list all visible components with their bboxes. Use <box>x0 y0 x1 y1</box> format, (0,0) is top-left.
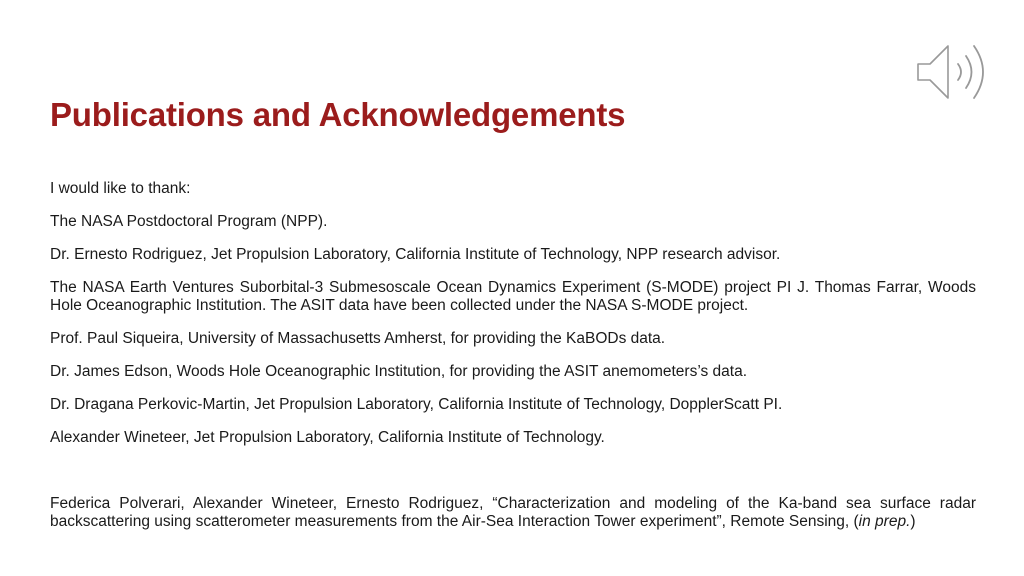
intro-text: I would like to thank: <box>50 180 191 197</box>
speaker-icon[interactable] <box>914 40 996 104</box>
acknowledgement-item: Dr. Dragana Perkovic-Martin, Jet Propulsion Laboratory, California Institute of Technology, DopplerScatt PI. <box>50 396 783 413</box>
publication-citation <box>50 495 976 531</box>
acknowledgement-item: Prof. Paul Siqueira, University of Massachusetts Amherst, for providing the KaBODs data. <box>50 330 666 347</box>
publication-status: in prep. <box>858 513 911 530</box>
acknowledgement-item: The NASA Earth Ventures Suborbital-3 Submesoscale Ocean Dynamics Experiment (S-MODE) project PI J. Thomas Farrar, Woods Hole Oceanographic Institution. The ASIT data have been collected under the NASA S-MODE project. <box>50 279 976 314</box>
acknowledgement-item: Dr. Ernesto Rodriguez, Jet Propulsion Laboratory, California Institute of Technology, NPP research advisor. <box>50 246 781 263</box>
acknowledgement-item: The NASA Postdoctoral Program (NPP). <box>50 213 328 230</box>
acknowledgement-item: Dr. James Edson, Woods Hole Oceanographic Institution, for providing the ASIT anemometers’s data. <box>50 363 748 380</box>
publication-close: ) <box>910 513 916 530</box>
acknowledgement-item: Alexander Wineteer, Jet Propulsion Laboratory, California Institute of Technology. <box>50 429 605 446</box>
slide-title: Publications and Acknowledgements <box>50 96 626 133</box>
slide-body <box>50 180 976 546</box>
publication-text: Federica Polverari, Alexander Wineteer, Ernesto Rodriguez, “Characterization and modeling of the Ka-band sea surface radar backscattering using scatterometer measurements from the Air-Sea Interaction Tower experiment”, Remote Sensing, ( <box>50 495 976 530</box>
